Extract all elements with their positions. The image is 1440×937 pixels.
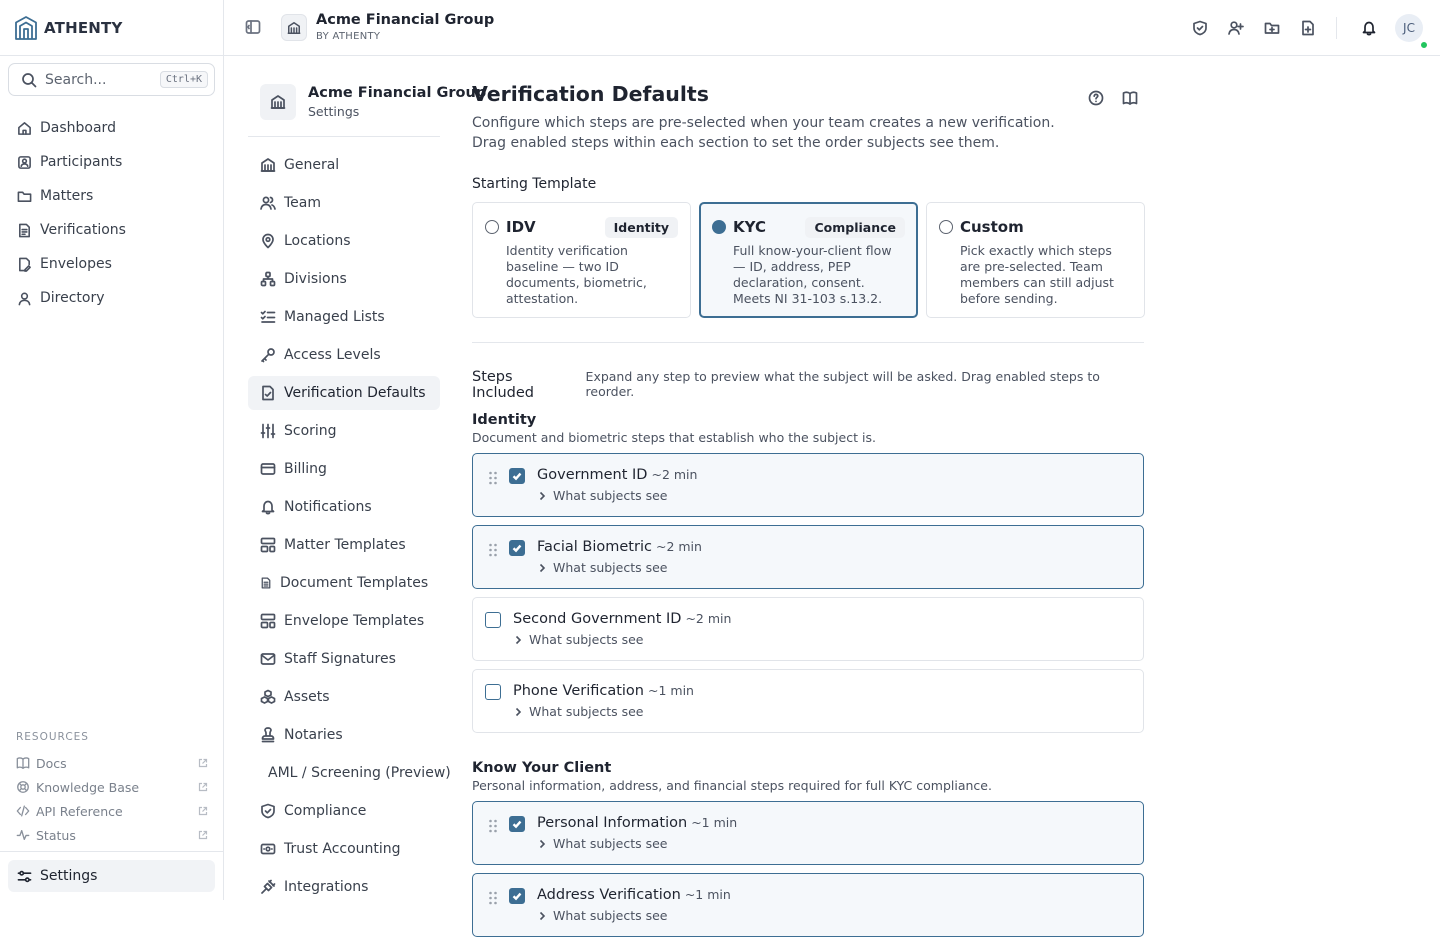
settings-item-label: Scoring <box>284 423 337 439</box>
template-radio[interactable] <box>939 220 953 234</box>
org-subtitle: BY ATHENTY <box>316 31 381 42</box>
step-name: Second Government ID <box>513 611 682 627</box>
step-row-personal-information <box>472 801 1144 865</box>
page-description: Configure which steps are pre-selected when your team creates a new verification. Drag enabled steps within each section to set the order subjects see them. <box>472 115 1055 151</box>
settings-item-matter-templates[interactable] <box>248 528 440 562</box>
verification-defaults-panel <box>472 82 1144 923</box>
bell-icon <box>260 499 276 515</box>
sliders-icon <box>17 869 32 884</box>
steps-title: Steps Included <box>472 369 534 401</box>
sidebar-divider <box>0 55 223 56</box>
sidebar-item-envelopes[interactable] <box>8 247 215 281</box>
file-text-icon <box>260 577 272 589</box>
sidebar-toggle-button[interactable] <box>245 19 261 35</box>
template-options <box>472 202 1145 318</box>
sidebar-item-matters[interactable] <box>8 179 215 213</box>
sidebar-item-label: Settings <box>40 868 98 884</box>
resource-docs[interactable] <box>16 751 208 775</box>
resource-knowledge-base[interactable] <box>16 775 208 799</box>
chevron-right-icon <box>537 563 547 573</box>
page-actions <box>1084 86 1142 110</box>
preview-label: What subjects see <box>553 908 668 923</box>
section-divider <box>472 342 1144 343</box>
check-icon <box>511 890 523 902</box>
settings-item-label: Integrations <box>284 879 369 895</box>
sidebar-item-label: Dashboard <box>40 120 116 136</box>
online-status-dot <box>1420 41 1428 49</box>
preview-label: What subjects see <box>553 836 668 851</box>
sidebar-item-label: Verifications <box>40 222 126 238</box>
preview-label: What subjects see <box>529 632 644 647</box>
settings-item-label: Divisions <box>284 271 347 287</box>
what-subjects-see-toggle[interactable] <box>513 632 644 647</box>
step-name: Address Verification <box>537 887 681 903</box>
sidebar-item-participants[interactable] <box>8 145 215 179</box>
settings-item-label: Trust Accounting <box>284 841 401 857</box>
external-link-icon <box>198 782 208 792</box>
hierarchy-icon <box>260 271 276 287</box>
resources-list <box>16 751 208 847</box>
sidebar-item-label: Matters <box>40 188 94 204</box>
template-description: Pick exactly which steps are pre-selected. Team members can still adjust before sending. <box>960 243 1114 306</box>
user-icon <box>17 291 32 306</box>
settings-item-compliance[interactable] <box>248 794 440 828</box>
what-subjects-see-toggle[interactable] <box>537 488 668 503</box>
step-checkbox[interactable] <box>485 612 501 628</box>
step-duration: ~2 min <box>685 611 732 626</box>
user-plus-icon <box>1228 20 1244 36</box>
settings-item-access-levels[interactable] <box>248 338 440 372</box>
template-name: IDV <box>506 218 536 236</box>
template-description: Identity verification baseline — two ID documents, biometric, attestation. <box>506 243 647 306</box>
org-avatar[interactable] <box>281 14 307 41</box>
what-subjects-see-toggle[interactable] <box>537 908 668 923</box>
building-icon <box>287 21 301 35</box>
knowledge-icon <box>16 780 30 794</box>
building-icon <box>270 94 286 110</box>
layout-template-icon <box>260 613 276 629</box>
top-header <box>224 0 1440 56</box>
sidebar-item-dashboard[interactable] <box>8 111 215 145</box>
preview-label: What subjects see <box>553 560 668 575</box>
step-checkbox[interactable] <box>509 540 525 556</box>
step-group-identity <box>472 412 1144 733</box>
settings-item-aml-screening[interactable] <box>248 756 451 790</box>
header-actions <box>1178 14 1423 42</box>
what-subjects-see-toggle[interactable] <box>537 836 668 851</box>
preview-label: What subjects see <box>553 488 668 503</box>
code-icon <box>16 804 30 818</box>
check-icon <box>511 542 523 554</box>
sidebar-divider <box>0 851 223 852</box>
page-title: Verification Defaults <box>472 82 709 106</box>
step-name: Personal Information <box>537 815 688 831</box>
group-subtitle: Document and biometric steps that establish who the subject is. <box>472 430 876 445</box>
avatar-initials: JC <box>1403 21 1415 35</box>
file-pen-icon <box>17 257 32 272</box>
settings-item-label: AML / Screening (Preview) <box>268 765 451 781</box>
group-title: Know Your Client <box>472 760 612 776</box>
settings-item-general[interactable] <box>248 148 440 182</box>
template-tag: Compliance <box>805 217 905 238</box>
settings-item-scoring[interactable] <box>248 414 440 448</box>
resource-label: Status <box>36 827 76 843</box>
resources-heading: RESOURCES <box>16 731 89 743</box>
drag-handle-icon[interactable] <box>487 818 499 834</box>
steps-subtitle: Expand any step to preview what the subject will be asked. Drag enabled steps to reorder. <box>585 369 1100 399</box>
file-check-icon <box>17 223 32 238</box>
settings-item-label: Team <box>284 195 322 211</box>
settings-item-billing[interactable] <box>248 452 440 486</box>
step-duration: ~2 min <box>651 467 698 482</box>
folder-plus-icon <box>1264 20 1280 36</box>
settings-item-label: Notaries <box>284 727 343 743</box>
list-checks-icon <box>260 309 276 325</box>
sidebar-item-directory[interactable] <box>8 281 215 315</box>
external-link-icon <box>198 758 208 768</box>
settings-item-assets[interactable] <box>248 680 440 714</box>
help-button[interactable] <box>1084 86 1108 110</box>
search-placeholder: Search... <box>45 71 107 88</box>
sidebar-item-label: Participants <box>40 154 123 170</box>
book-icon <box>16 756 30 770</box>
step-checkbox[interactable] <box>509 816 525 832</box>
resource-status[interactable] <box>16 823 208 847</box>
main-nav <box>8 111 215 315</box>
template-option-kyc[interactable] <box>699 202 918 318</box>
add-participant-button[interactable] <box>1222 14 1250 42</box>
settings-item-envelope-templates[interactable] <box>248 604 440 638</box>
stamp-icon <box>260 727 276 743</box>
sliders-vertical-icon <box>260 423 276 439</box>
resource-label: Knowledge Base <box>36 779 140 795</box>
settings-item-notifications[interactable] <box>248 490 440 524</box>
file-plus-icon <box>1300 20 1316 36</box>
user-avatar[interactable] <box>1395 14 1423 42</box>
key-icon <box>260 347 276 363</box>
sidebar-item-verifications[interactable] <box>8 213 215 247</box>
resource-label: Docs <box>36 755 67 771</box>
chevron-right-icon <box>513 635 523 645</box>
settings-item-team[interactable] <box>248 186 440 220</box>
step-duration: ~2 min <box>655 539 702 554</box>
settings-item-label: Staff Signatures <box>284 651 396 667</box>
banknote-icon <box>260 841 276 857</box>
settings-item-label: Envelope Templates <box>284 613 425 629</box>
step-duration: ~1 min <box>684 887 731 902</box>
template-name: KYC <box>733 218 766 236</box>
chevron-right-icon <box>513 707 523 717</box>
settings-item-label: Verification Defaults <box>284 385 426 401</box>
header-divider <box>1336 17 1337 39</box>
resource-label: API Reference <box>36 803 123 819</box>
settings-nav <box>248 148 458 908</box>
bell-icon <box>1361 20 1377 36</box>
drag-handle-icon[interactable] <box>487 890 499 906</box>
users-icon <box>17 155 32 170</box>
settings-item-notaries[interactable] <box>248 718 440 752</box>
settings-item-label: General <box>284 157 340 173</box>
boxes-icon <box>260 689 276 705</box>
users-icon <box>260 195 276 211</box>
template-option-idv[interactable] <box>472 202 691 318</box>
settings-header <box>248 84 487 137</box>
step-checkbox[interactable] <box>509 468 525 484</box>
step-duration: ~1 min <box>648 683 694 698</box>
template-name: Custom <box>960 218 1024 236</box>
settings-item-label: Billing <box>284 461 327 477</box>
file-check-icon <box>260 385 276 401</box>
building-icon <box>260 157 276 173</box>
settings-item-label: Access Levels <box>284 347 381 363</box>
settings-org-avatar <box>260 84 296 120</box>
step-row-facial-biometric <box>472 525 1144 589</box>
step-name: Phone Verification <box>513 683 644 699</box>
check-icon <box>511 818 523 830</box>
drag-handle-icon[interactable] <box>487 542 499 558</box>
step-name: Government ID <box>537 467 648 483</box>
search-icon <box>21 72 37 88</box>
preview-label: What subjects see <box>529 704 644 719</box>
template-tag: Identity <box>605 217 678 238</box>
what-subjects-see-toggle[interactable] <box>513 704 644 719</box>
settings-item-label: Compliance <box>284 803 367 819</box>
template-radio[interactable] <box>485 220 499 234</box>
step-checkbox[interactable] <box>485 684 501 700</box>
app-logo[interactable] <box>14 15 123 41</box>
mail-icon <box>260 651 276 667</box>
step-checkbox[interactable] <box>509 888 525 904</box>
check-icon <box>511 470 523 482</box>
settings-item-verification-defaults[interactable] <box>248 376 440 410</box>
template-description: Full know-your-client flow — ID, address, PEP declaration, consent. Meets NI 31-103 s.13.2. <box>733 243 892 306</box>
org-name[interactable]: Acme Financial Group <box>316 12 495 28</box>
settings-item-divisions[interactable] <box>248 262 440 296</box>
chevron-right-icon <box>537 491 547 501</box>
resource-api-reference[interactable] <box>16 799 208 823</box>
chevron-right-icon <box>537 839 547 849</box>
settings-item-label: Document Templates <box>280 575 429 591</box>
step-duration: ~1 min <box>691 815 738 830</box>
map-pin-icon <box>260 233 276 249</box>
step-group-know-your-client <box>472 760 1144 937</box>
home-icon <box>17 121 32 136</box>
docs-button[interactable] <box>1118 86 1142 110</box>
credit-card-icon <box>260 461 276 477</box>
sidebar-item-label: Directory <box>40 290 105 306</box>
settings-item-document-templates[interactable] <box>248 566 440 600</box>
step-row-phone-verification <box>472 669 1144 733</box>
external-link-icon <box>198 806 208 816</box>
folder-icon <box>17 189 32 204</box>
search-input[interactable] <box>8 63 215 96</box>
step-row-government-id <box>472 453 1144 517</box>
settings-item-integrations[interactable] <box>248 870 440 904</box>
settings-item-label: Matter Templates <box>284 537 406 553</box>
group-title: Identity <box>472 412 537 428</box>
external-link-icon <box>198 830 208 840</box>
settings-item-label: Locations <box>284 233 351 249</box>
settings-item-staff-signatures[interactable] <box>248 642 440 676</box>
shield-check-icon <box>1192 20 1208 36</box>
steps-header <box>472 369 1144 401</box>
app-sidebar <box>0 0 224 900</box>
settings-item-label: Managed Lists <box>284 309 385 325</box>
settings-item-managed-lists[interactable] <box>248 300 440 334</box>
step-row-address-verification <box>472 873 1144 937</box>
athenty-logo-icon <box>14 15 38 41</box>
settings-item-label: Assets <box>284 689 330 705</box>
new-matter-button[interactable] <box>1258 14 1286 42</box>
search-shortcut-badge: Ctrl+K <box>160 71 208 88</box>
plug-icon <box>260 879 276 895</box>
help-circle-icon <box>1088 90 1104 106</box>
book-open-icon <box>1122 90 1138 106</box>
activity-icon <box>16 828 30 842</box>
settings-item-locations[interactable] <box>248 224 440 258</box>
notifications-button[interactable] <box>1355 14 1383 42</box>
template-radio[interactable] <box>712 220 726 234</box>
new-verification-button[interactable] <box>1186 14 1214 42</box>
new-document-button[interactable] <box>1294 14 1322 42</box>
app-logo-text: ATHENTY <box>44 19 123 37</box>
chevron-right-icon <box>537 911 547 921</box>
shield-check-icon <box>260 803 276 819</box>
template-option-custom[interactable] <box>926 202 1145 318</box>
step-row-second-government-id <box>472 597 1144 661</box>
layout-template-icon <box>260 537 276 553</box>
drag-handle-icon[interactable] <box>487 470 499 486</box>
step-name: Facial Biometric <box>537 539 652 555</box>
what-subjects-see-toggle[interactable] <box>537 560 668 575</box>
sidebar-item-settings[interactable] <box>8 860 215 892</box>
starting-template-label: Starting Template <box>472 176 597 192</box>
settings-org-name: Acme Financial Group <box>308 85 487 101</box>
group-subtitle: Personal information, address, and financial steps required for full KYC compliance. <box>472 778 992 793</box>
settings-item-label: Notifications <box>284 499 372 515</box>
settings-item-trust-accounting[interactable] <box>248 832 440 866</box>
panel-left-icon <box>245 19 261 35</box>
sidebar-item-label: Envelopes <box>40 256 112 272</box>
settings-subtitle: Settings <box>308 104 360 119</box>
